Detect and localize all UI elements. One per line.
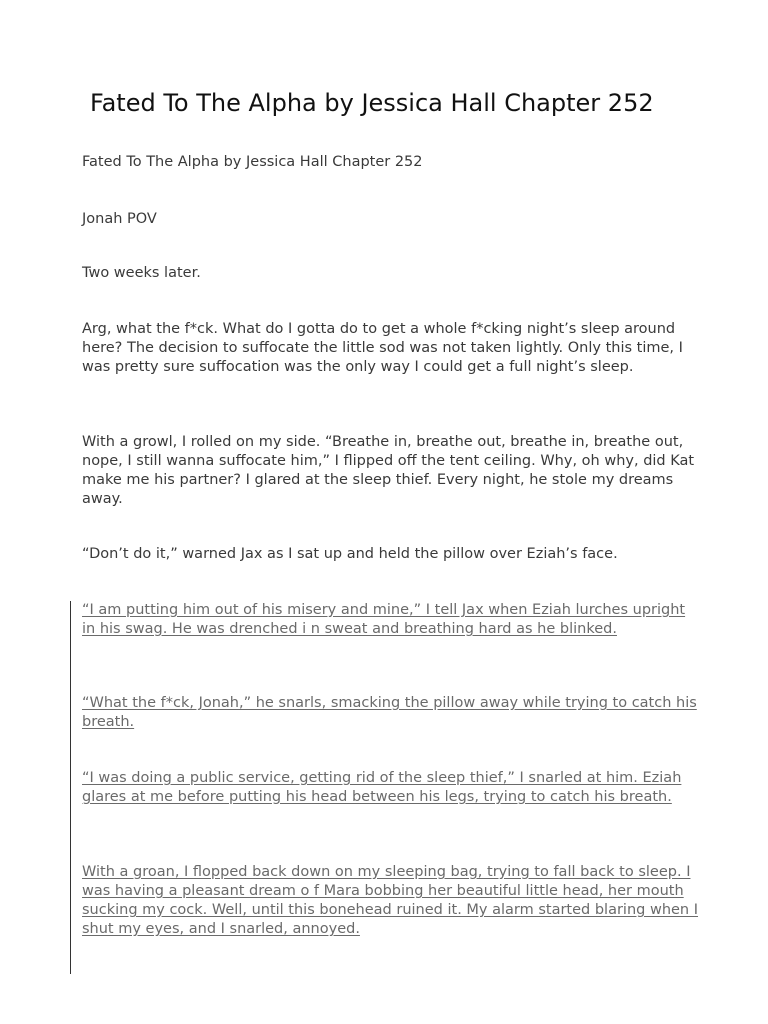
body-paragraph: With a growl, I rolled on my side. “Breathe in, breathe out, breathe in, breathe out, nope, I still wanna suffocate him,” I flipped off the tent ceiling. Why, oh why, did Kat make me his partner? I glared at the sleep thief. Every night, he stole my dreams away.: [82, 434, 695, 507]
body-paragraph: “Don’t do it,” warned Jax as I sat up and held the pillow over Eziah’s face.: [82, 546, 618, 562]
tracked-change-paragraph: With a groan, I flopped back down on my sleeping bag, trying to fall back to sleep. I was having a pleasant dream o f Mara bobbing her beautiful little head, her mouth sucking my cock. Well, until this bonehead ruined it. My alarm started blaring when I shut my eyes, and I snarled, annoyed.: [82, 864, 699, 937]
pov-line: Jonah POV: [82, 211, 157, 227]
document-title: Fated To The Alpha by Jessica Hall Chapter 252: [90, 89, 654, 117]
time-skip-line: Two weeks later.: [82, 265, 201, 281]
tracked-change-paragraph: “I am putting him out of his misery and mine,” I tell Jax when Eziah lurches upright in his swag. He was drenched i n sweat and breathing hard as he blinked.: [82, 602, 686, 637]
chapter-heading-text: Fated To The Alpha by Jessica Hall Chapter 252: [82, 154, 423, 170]
body-paragraph: Arg, what the f*ck. What do I gotta do to get a whole f*cking night’s sleep around here? The decision to suffocate the little sod was not taken lightly. Only this time, I was pretty sure suffocation was the only way I could get a full night’s sleep.: [82, 321, 683, 375]
tracked-change-paragraph: “I was doing a public service, getting rid of the sleep thief,” I snarled at him. Eziah glares at me before putting his head between his legs, trying to catch his breath.: [82, 770, 682, 805]
tracked-change-paragraph: “What the f*ck, Jonah,” he snarls, smacking the pillow away while trying to catch his breath.: [82, 695, 697, 730]
revision-change-bar: [70, 601, 71, 974]
